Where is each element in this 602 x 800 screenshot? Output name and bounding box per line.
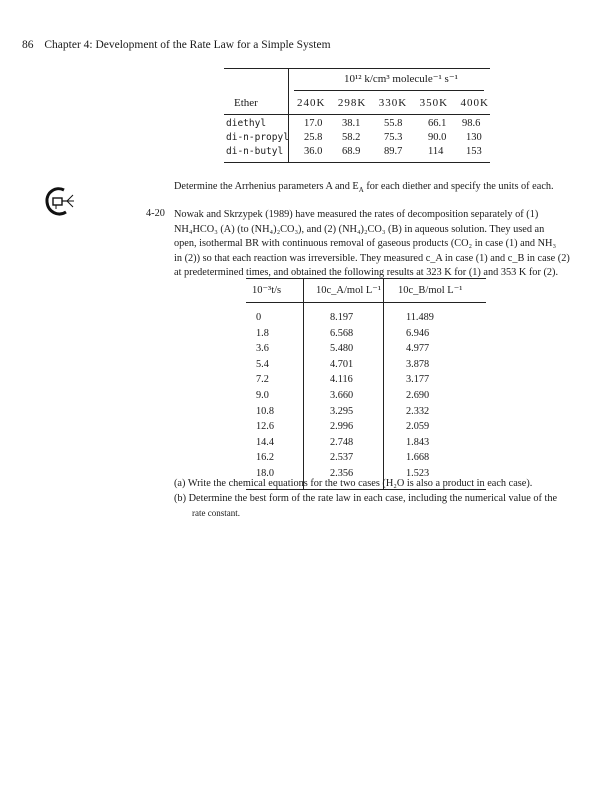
temp-header: 240K (297, 97, 326, 109)
table-cell: 58.2 (342, 132, 361, 143)
column-header: 10c_B/mol L⁻¹ (398, 285, 463, 296)
temp-header: 400K (460, 97, 489, 109)
table-row (224, 118, 490, 132)
table1-top-rule (224, 68, 490, 69)
table2-top-rule (246, 278, 486, 279)
table-cell: 14.4 (256, 436, 275, 448)
ether-name: diethyl (226, 118, 267, 129)
table-cell: 16.2 (256, 452, 275, 464)
table-cell: 68.9 (342, 146, 361, 157)
table-cell: 18.0 (256, 468, 275, 479)
table1-bottom-rule (224, 162, 490, 163)
table2-divider (383, 278, 384, 490)
table2-bottom-rule (246, 489, 486, 490)
instruction-subscript: A (358, 186, 364, 195)
table-cell: 4.701 (330, 358, 354, 370)
table-cell: 12.6 (256, 421, 275, 433)
table-cell: 8.197 (330, 312, 354, 323)
table-row (224, 132, 490, 146)
table1-sub-rule (294, 90, 484, 91)
table-cell: 7.2 (256, 374, 269, 386)
page-header (22, 39, 331, 51)
problem-line: Nowak and Skrzypek (1989) have measured the rates of decomposition separately of (1) (174, 209, 539, 220)
table-cell: 25.8 (304, 132, 323, 143)
table-cell: 2.332 (406, 405, 430, 417)
table-cell: 1.8 (256, 327, 269, 339)
table-cell: 36.0 (304, 146, 323, 157)
table-cell: 2.537 (330, 452, 354, 464)
table-cell: 17.0 (304, 118, 323, 129)
arrhenius-instruction (174, 180, 574, 198)
table2-divider (303, 278, 304, 490)
temp-header: 350K (419, 97, 449, 109)
problem-number: 4-20 (146, 208, 165, 219)
table-cell: 38.1 (342, 118, 361, 129)
table2-header-rule (246, 302, 486, 303)
table-cell: 130 (466, 132, 482, 143)
table-cell: 2.059 (406, 421, 430, 433)
table-cell: 1.523 (406, 468, 430, 479)
table-cell: 75.3 (384, 132, 403, 143)
table-cell: 11.489 (406, 312, 434, 323)
ether-rate-constant-table (224, 68, 490, 157)
table-cell: 3.6 (256, 343, 269, 355)
table-cell: 5.4 (256, 358, 269, 370)
table-cell: 114 (428, 146, 444, 157)
table-row (224, 146, 490, 160)
problem-line: in (2)) so that each reaction was irreversible. They measured c_A in case (1) and c_B in case (2) (174, 252, 570, 264)
table-cell: 3.878 (406, 358, 430, 370)
table-cell: 55.8 (384, 118, 403, 129)
table-cell: 153 (466, 146, 482, 157)
problem-line: NH₄HCO₃ (A) (to (NH₄)₂CO₃), and (2) (NH₄)₂CO₃ (B) in aqueous solution. They used an (174, 223, 545, 235)
decomposition-data-table (246, 278, 486, 490)
computer-problem-icon (42, 184, 78, 220)
table-cell: 6.946 (406, 327, 430, 339)
column-header: 10c_A/mol L⁻¹ (316, 285, 381, 296)
problem-line: at predetermined times, and obtained the following results at 323 K for (1) and 353 K for (2). (174, 267, 559, 279)
table-cell: 2.748 (330, 436, 354, 448)
instruction-text: Determine the Arrhenius parameters A and E (174, 181, 359, 192)
table-cell: 3.177 (406, 374, 430, 386)
table-cell: 4.116 (330, 374, 353, 386)
chapter-title: Chapter 4: Development of the Rate Law for a Simple System (44, 39, 331, 51)
ether-name: di-n-propyl (226, 132, 289, 143)
temp-header: 330K (378, 97, 408, 109)
column-header: 10⁻³t/s (252, 285, 282, 296)
table-cell: 90.0 (428, 132, 447, 143)
table-cell: 6.568 (330, 327, 354, 339)
problem-line: open, isothermal BR with continuous removal of gaseous products (CO₂ in case (1) and NH₃ (174, 238, 557, 250)
page-number: 86 (22, 39, 34, 51)
table-cell: 1.668 (406, 452, 430, 464)
table1-temperature-headers (297, 97, 489, 109)
table-cell: 98.6 (462, 118, 481, 129)
table-cell: 4.977 (406, 343, 430, 355)
table-cell: 3.295 (330, 405, 354, 417)
table1-header-rule (224, 114, 490, 115)
table-cell: 10.8 (256, 405, 275, 417)
table-cell: 66.1 (428, 118, 447, 129)
table-cell: 1.843 (406, 436, 430, 448)
table-cell: 9.0 (256, 390, 269, 401)
table-cell: 89.7 (384, 146, 403, 157)
table-cell: 5.480 (330, 343, 354, 355)
table-cell: 2.690 (406, 390, 430, 401)
question-a: (a) Write the chemical equations for the two cases (H₂O is also a product in each case). (174, 478, 533, 489)
question-b: (b) Determine the best form of the rate law in each case, including the numerical value of the (174, 493, 558, 504)
instruction-text-tail: for each diether and specify the units of each. (363, 181, 554, 192)
table1-unit-label: 10¹² k/cm³ molecule⁻¹ s⁻¹ (344, 73, 458, 85)
table-cell: 3.660 (330, 390, 354, 401)
table1-row-header: Ether (234, 97, 258, 109)
problem-text (174, 208, 574, 281)
ether-name: di-n-butyl (226, 146, 284, 157)
table-cell: 2.356 (330, 468, 354, 479)
table-cell: 0 (256, 312, 262, 323)
temp-header: 298K (337, 97, 367, 109)
table-cell: 2.996 (330, 421, 354, 433)
question-b-continued: rate constant. (192, 508, 240, 518)
